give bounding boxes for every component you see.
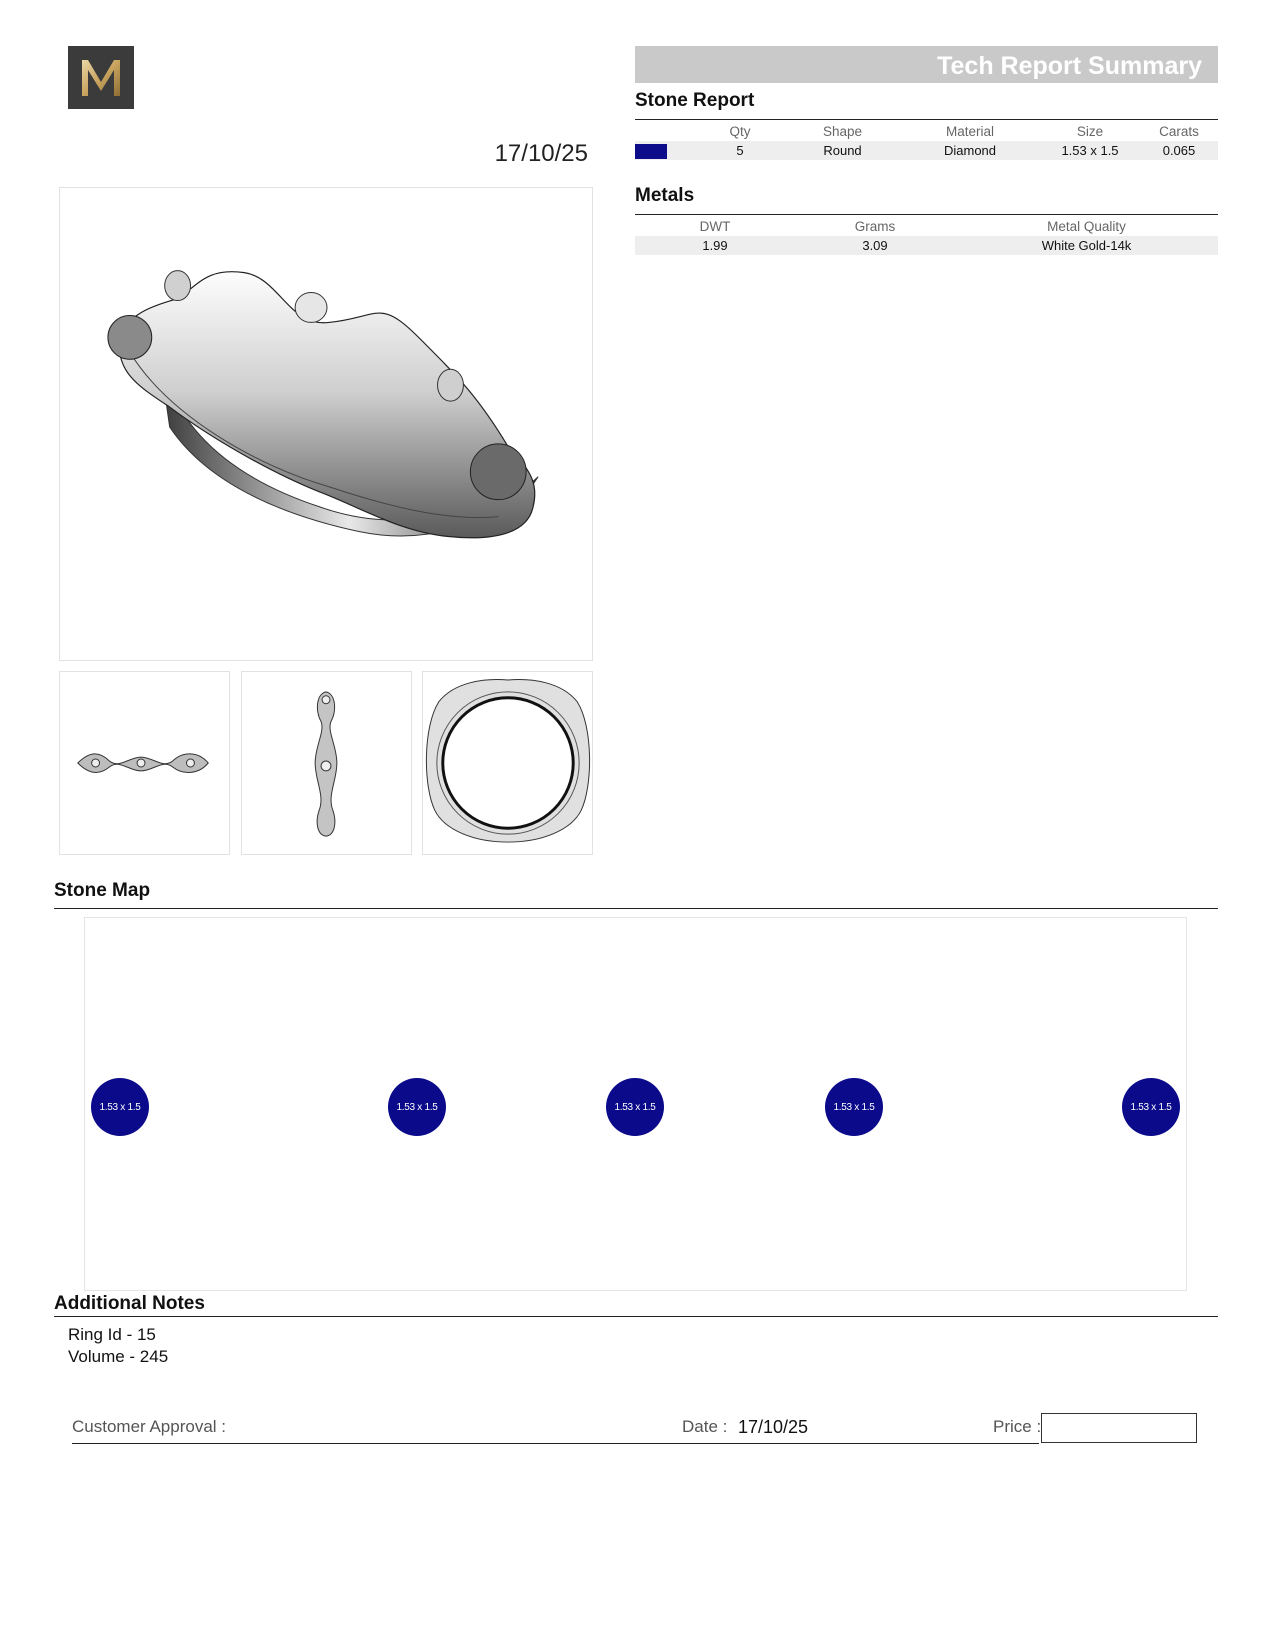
stone-color-swatch (635, 141, 695, 160)
stone-report-rule (635, 119, 1218, 120)
stone-report-table (635, 122, 1218, 160)
metals-col-grams: Grams (854, 219, 896, 234)
ring-front-view (422, 671, 593, 855)
stone-col-swatch (635, 122, 695, 141)
approval-signature-line (72, 1443, 1039, 1444)
price-label: Price : (993, 1417, 1042, 1436)
stone-col-size: Size (1076, 124, 1104, 139)
note-ring-id: Ring Id - 15 (68, 1325, 156, 1344)
metals-col-quality: Metal Quality (1047, 219, 1126, 234)
stone-col-qty: Qty (729, 124, 751, 139)
stone-size: 1.53 x 1.5 (1040, 141, 1140, 160)
metals-title: Metals (635, 185, 695, 206)
company-logo (68, 46, 134, 109)
stone-map-rule (54, 908, 1218, 909)
stone-report-title: Stone Report (635, 90, 755, 111)
table-row (635, 236, 1218, 255)
stone-col-material: Material (945, 124, 994, 139)
price-field[interactable] (1041, 1413, 1197, 1443)
stone-marker: 1.53 x 1.5 (388, 1078, 446, 1136)
report-title: Tech Report Summary (635, 46, 1218, 83)
report-date: 17/10/25 (494, 140, 588, 167)
notes-title: Additional Notes (54, 1293, 205, 1314)
metals-rule (635, 214, 1218, 215)
stone-marker: 1.53 x 1.5 (825, 1078, 883, 1136)
ring-side-view (59, 671, 230, 855)
approval-date-label: Date : (682, 1417, 728, 1436)
customer-approval-label: Customer Approval : (72, 1417, 227, 1436)
approval-date-value: 17/10/25 (738, 1417, 809, 1437)
metal-dwt: 1.99 (635, 236, 795, 255)
stone-qty: 5 (695, 141, 785, 160)
stone-carats: 0.065 (1140, 141, 1218, 160)
metals-col-dwt: DWT (699, 219, 731, 234)
stone-material: Diamond (900, 141, 1040, 160)
stone-swatch-icon (635, 144, 667, 159)
metal-grams: 3.09 (795, 236, 955, 255)
stone-map (84, 917, 1187, 1291)
stone-col-carats: Carats (1159, 124, 1199, 139)
stone-marker: 1.53 x 1.5 (1122, 1078, 1180, 1136)
note-volume: Volume - 245 (68, 1347, 169, 1366)
ring-edge-view (241, 671, 412, 855)
metals-header (635, 217, 1218, 236)
ring-main-render (59, 187, 593, 661)
metals-table (635, 217, 1218, 255)
stone-report-header (635, 122, 1218, 141)
notes-rule (54, 1316, 1218, 1317)
stone-map-title: Stone Map (54, 880, 151, 901)
stone-marker: 1.53 x 1.5 (91, 1078, 149, 1136)
table-row (635, 141, 1218, 160)
metal-quality: White Gold-14k (955, 236, 1218, 255)
stone-col-shape: Shape (822, 124, 863, 139)
stone-shape: Round (785, 141, 900, 160)
stone-marker: 1.53 x 1.5 (606, 1078, 664, 1136)
